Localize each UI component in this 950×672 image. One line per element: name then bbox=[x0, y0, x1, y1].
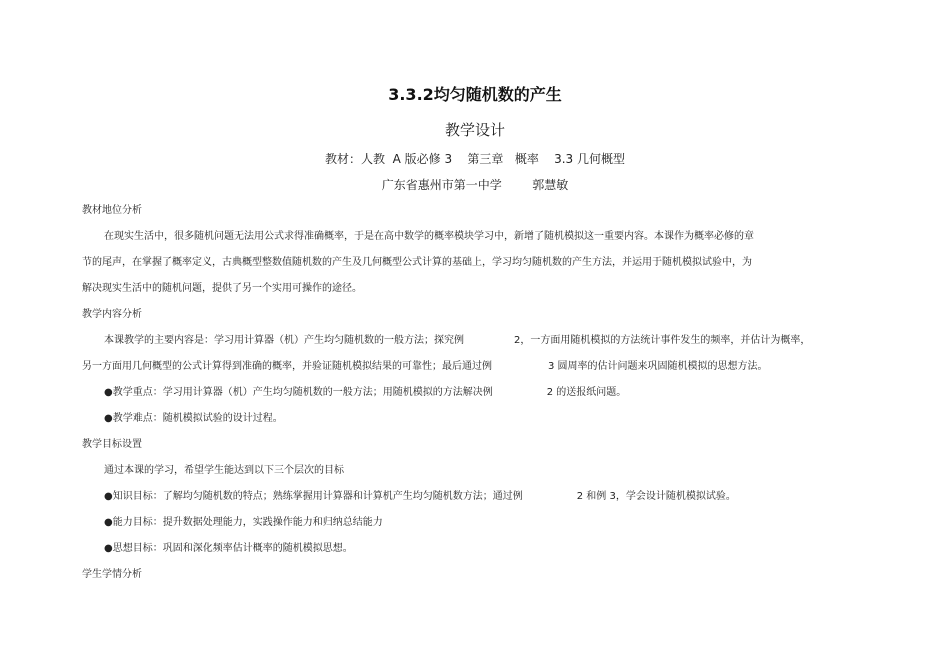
section-heading-textbook-position: 教材地位分析 bbox=[82, 205, 142, 216]
text-segment: ●知识目标：了解均匀随机数的特点；熟练掌握用计算器和计算机产生均匀随机数方法；通过例 bbox=[104, 491, 523, 502]
text-segment: 本课教学的主要内容是：学习用计算器（机）产生均匀随机数的一般方法；探究例 bbox=[104, 335, 464, 346]
paragraph-line bbox=[104, 334, 810, 348]
paragraph-line bbox=[82, 360, 768, 374]
section-heading-student-analysis: 学生学情分析 bbox=[82, 569, 142, 580]
bullet-key-point bbox=[104, 386, 626, 400]
text-segment: 3 圆周率的估计问题来巩固随机模拟的思想方法。 bbox=[548, 361, 768, 372]
author-info: 广东省惠州市第一中学 郭慧敏 bbox=[381, 178, 569, 192]
text-segment: 2 的送报纸问题。 bbox=[546, 387, 627, 398]
paragraph-line: 在现实生活中，很多随机问题无法用公式求得准确概率，于是在高中数学的概率模块学习中，新增了随机模拟这一重要内容。本课作为概率必修的章 bbox=[104, 231, 754, 242]
section-heading-content-analysis: 教学内容分析 bbox=[82, 309, 142, 320]
paragraph-line: 解决现实生活中的随机问题，提供了另一个实用可操作的途径。 bbox=[82, 283, 362, 294]
text-segment: 2 和例 3，学会设计随机模拟试验。 bbox=[576, 491, 736, 502]
document-title: 3.3.2均匀随机数的产生 bbox=[388, 85, 562, 104]
document-subtitle: 教学设计 bbox=[444, 121, 505, 139]
bullet-difficult-point: ●教学难点：随机模拟试验的设计过程。 bbox=[104, 413, 283, 424]
bullet-knowledge-goal bbox=[104, 490, 736, 504]
section-heading-teaching-goals: 教学目标设置 bbox=[82, 439, 142, 450]
paragraph-line: 节的尾声，在掌握了概率定义，古典概型整数值随机数的产生及几何概型公式计算的基础上，学习均匀随机数的产生方法，并运用于随机模拟试验中，为 bbox=[82, 257, 752, 268]
text-segment: 2，一方面用随机模拟的方法统计事件发生的频率，并估计为概率， bbox=[514, 335, 811, 346]
bullet-ability-goal: ●能力目标：提升数据处理能力，实践操作能力和归纳总结能力 bbox=[104, 517, 383, 528]
text-segment: ●教学重点：学习用计算器（机）产生均匀随机数的一般方法；用随机模拟的方法解决例 bbox=[104, 387, 493, 398]
text-segment: 另一方面用几何概型的公式计算得到准确的概率，并验证随机模拟结果的可靠性；最后通过例 bbox=[82, 361, 492, 372]
paragraph-line: 通过本课的学习，希望学生能达到以下三个层次的目标 bbox=[104, 465, 344, 476]
bullet-thinking-goal: ●思想目标：巩固和深化频率估计概率的随机模拟思想。 bbox=[104, 543, 353, 554]
textbook-info: 教材：人教 A 版必修 3 第三章 概率 3.3 几何概型 bbox=[325, 152, 625, 166]
